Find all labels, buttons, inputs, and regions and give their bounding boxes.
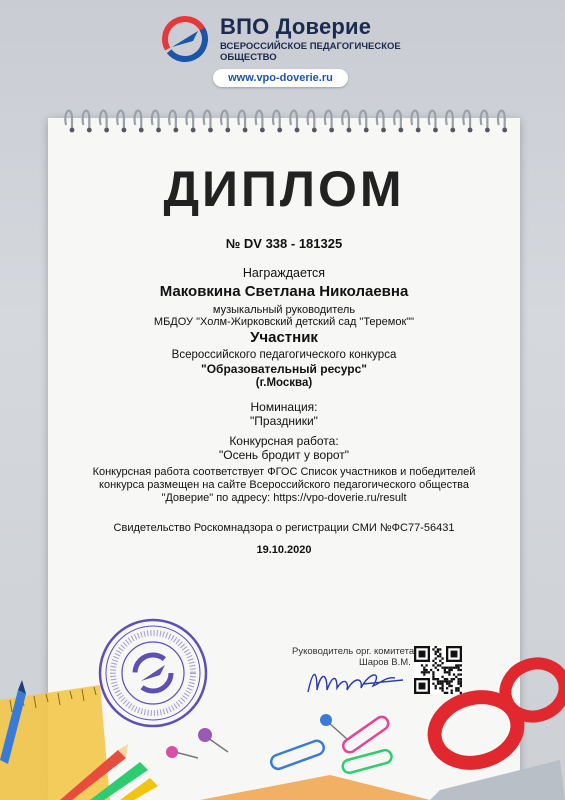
binding-ring bbox=[135, 111, 142, 129]
participant-status: Участник bbox=[250, 329, 318, 346]
diploma-number: № DV 338 - 181325 bbox=[225, 236, 343, 251]
contest-city: (г.Москва) bbox=[255, 377, 313, 389]
binding-ring bbox=[377, 111, 384, 129]
blue-pen-icon bbox=[0, 680, 26, 764]
binding-ring bbox=[463, 111, 470, 129]
contest-name: "Образовательный ресурс" bbox=[201, 362, 367, 376]
fgos-info-text: Конкурсная работа соответствует ФГОС Список участников и победителей конкурса размещен на сайте Всероссийского педагогического общества "Доверие" по адресу: https://vpo-doverie.ru/result bbox=[92, 466, 476, 504]
binding-hole bbox=[104, 128, 109, 133]
binding-ring bbox=[221, 111, 228, 129]
binding-hole bbox=[156, 128, 161, 133]
binding-hole bbox=[225, 128, 230, 133]
binding-ring bbox=[308, 111, 315, 129]
nomination-value: "Праздники" bbox=[250, 414, 318, 428]
contest-line: Всероссийского педагогического конкурса bbox=[171, 349, 397, 361]
binding-ring bbox=[273, 111, 280, 129]
binding-ring bbox=[100, 111, 107, 129]
binding-ring bbox=[411, 111, 418, 129]
binding-hole bbox=[173, 128, 178, 133]
binding-hole bbox=[87, 128, 92, 133]
issue-date: 19.10.2020 bbox=[256, 544, 312, 556]
binding-ring bbox=[360, 111, 367, 129]
binding-hole bbox=[70, 128, 75, 133]
signer-role: Руководитель орг. комитета bbox=[292, 646, 415, 657]
brand-subtitle: ВСЕРОССИЙСКОЕ ПЕДАГОГИЧЕСКОЕ ОБЩЕСТВО bbox=[220, 41, 401, 63]
work-value: "Осень бродит у ворот" bbox=[218, 448, 350, 462]
binding-ring bbox=[481, 111, 488, 129]
recipient-position: музыкальный руководитель bbox=[212, 304, 356, 316]
binding-ring bbox=[290, 111, 297, 129]
binding-hole bbox=[312, 128, 317, 133]
binding-hole bbox=[277, 128, 282, 133]
binding-ring bbox=[83, 111, 90, 129]
binding-ring bbox=[429, 111, 436, 129]
binding-ring bbox=[342, 111, 349, 129]
brand-logo-icon bbox=[160, 14, 210, 64]
binding-hole bbox=[191, 128, 196, 133]
binding-hole bbox=[260, 128, 265, 133]
qr-code-icon[interactable] bbox=[414, 646, 462, 694]
binding-hole bbox=[347, 128, 352, 133]
binding-ring bbox=[204, 111, 211, 129]
diploma-title: ДИПЛОМ bbox=[163, 161, 405, 217]
binding-hole bbox=[139, 128, 144, 133]
binding-hole bbox=[450, 128, 455, 133]
binding-ring bbox=[169, 111, 176, 129]
binding-hole bbox=[122, 128, 127, 133]
binding-hole bbox=[329, 128, 334, 133]
binding-hole bbox=[243, 128, 248, 133]
binding-ring bbox=[186, 111, 193, 129]
binding-hole bbox=[502, 128, 507, 133]
binding-hole bbox=[208, 128, 213, 133]
binding-hole bbox=[433, 128, 438, 133]
work-label: Конкурсная работа: bbox=[229, 434, 339, 448]
binding-hole bbox=[295, 128, 300, 133]
binding-hole bbox=[468, 128, 473, 133]
handwritten-signature bbox=[303, 664, 413, 700]
binding-ring bbox=[325, 111, 332, 129]
binding-hole bbox=[485, 128, 490, 133]
awarded-label: Награждается bbox=[242, 266, 326, 280]
binding-hole bbox=[416, 128, 421, 133]
binding-ring bbox=[256, 111, 263, 129]
binding-hole bbox=[381, 128, 386, 133]
recipient-organization: МБДОУ "Холм-Жирковский детский сад "Теремок"" bbox=[153, 316, 415, 328]
seal-stamp-icon bbox=[97, 617, 209, 729]
binding-ring bbox=[446, 111, 453, 129]
smi-registration: Свидетельство Роскомнадзора о регистрации СМИ №ФС77-56431 bbox=[113, 522, 455, 534]
binding-hole bbox=[364, 128, 369, 133]
binding-ring bbox=[394, 111, 401, 129]
binding-ring bbox=[238, 111, 245, 129]
nomination-label: Номинация: bbox=[250, 400, 318, 414]
brand-title: ВПО Доверие bbox=[220, 14, 372, 39]
binding-hole bbox=[398, 128, 403, 133]
site-url-link[interactable]: www.vpo-doverie.ru bbox=[213, 69, 348, 87]
binding-ring bbox=[117, 111, 124, 129]
binding-ring bbox=[65, 111, 72, 129]
binding-ring bbox=[498, 111, 505, 129]
recipient-name: Маковкина Светлана Николаевна bbox=[159, 283, 409, 300]
signer-name: Шаров В.М. bbox=[359, 657, 411, 668]
binding-ring bbox=[152, 111, 159, 129]
spiral-binding bbox=[60, 103, 510, 135]
